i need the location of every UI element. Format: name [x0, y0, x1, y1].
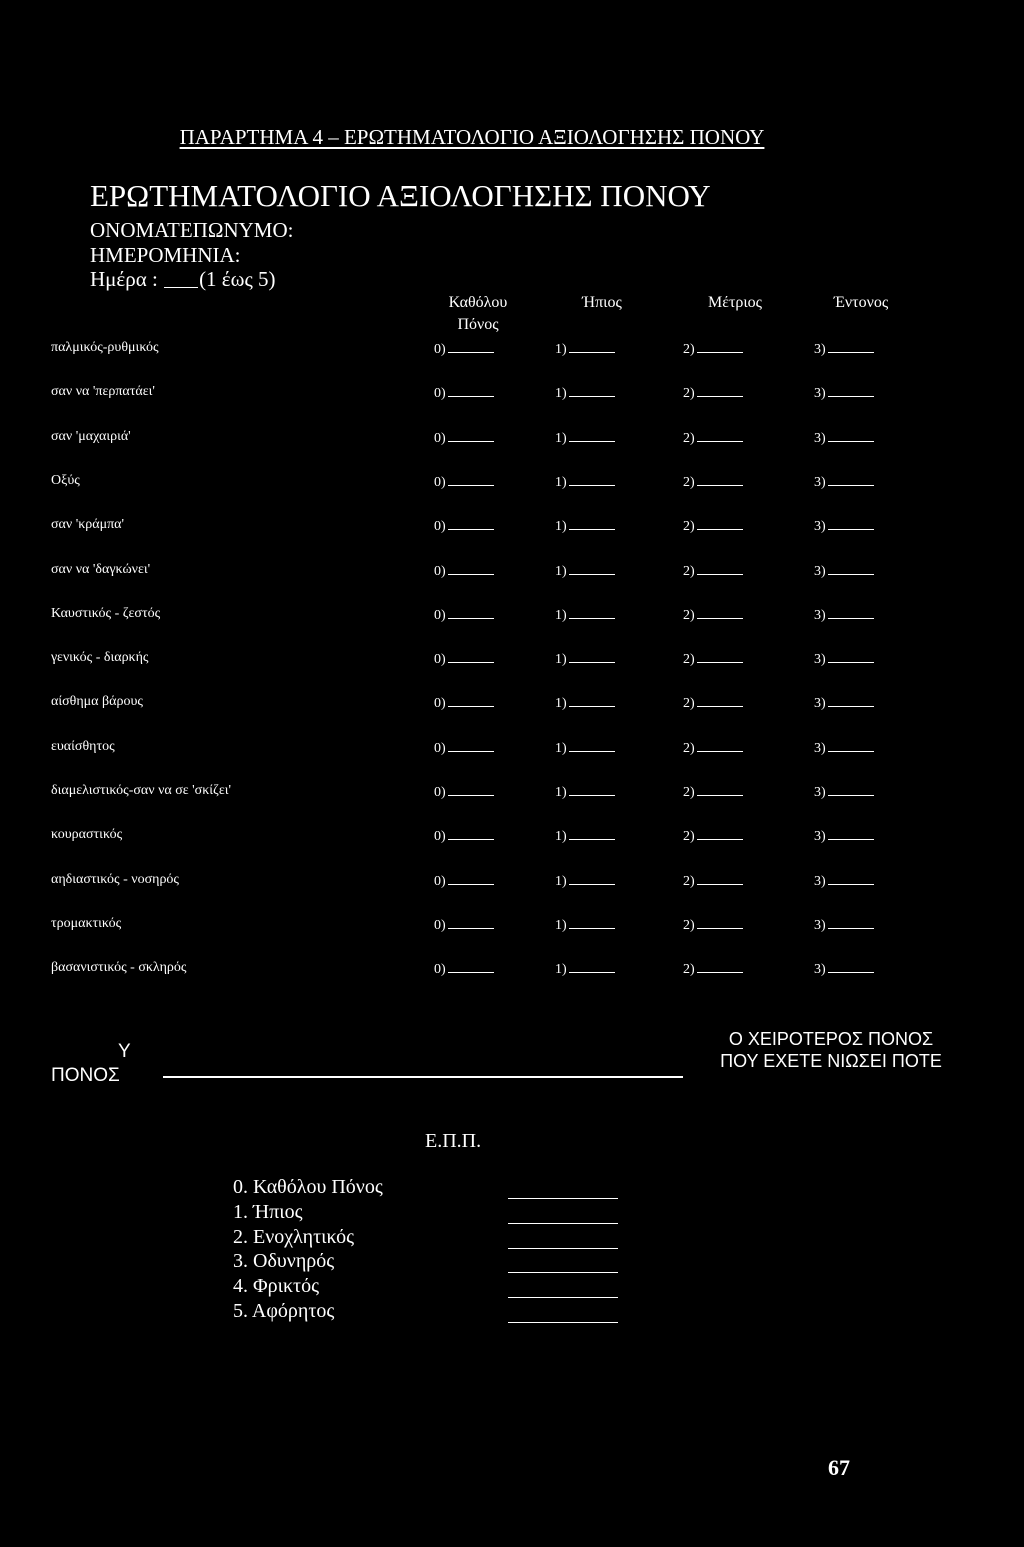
rating-blank[interactable]: [697, 960, 743, 973]
vas-left-bottom: ΠΟΝΟΣ: [51, 1065, 120, 1086]
rating-blank[interactable]: [828, 384, 874, 397]
rating-blank[interactable]: [697, 783, 743, 796]
column-header-moderate: Μέτριος: [708, 294, 762, 311]
rating-option-label: 1): [555, 563, 567, 579]
rating-option-label: 0): [434, 873, 446, 889]
rating-option-label: 3): [814, 430, 826, 446]
descriptor-label: σαν 'μαχαιριά': [51, 428, 131, 444]
rating-blank[interactable]: [448, 429, 494, 442]
rating-blank[interactable]: [448, 783, 494, 796]
rating-option[interactable]: [683, 340, 743, 358]
day-field: [90, 267, 276, 292]
rating-option-label: 2): [683, 474, 695, 490]
rating-option[interactable]: [683, 562, 743, 580]
rating-option[interactable]: [814, 783, 874, 801]
rating-option[interactable]: [434, 650, 494, 668]
rating-blank[interactable]: [569, 517, 615, 530]
rating-blank[interactable]: [569, 429, 615, 442]
rating-blank[interactable]: [697, 562, 743, 575]
rating-option-label: 3): [814, 652, 826, 668]
descriptor-label: τρομακτικός: [51, 915, 122, 931]
rating-option[interactable]: [555, 650, 615, 668]
rating-option[interactable]: [434, 827, 494, 845]
rating-blank[interactable]: [828, 429, 874, 442]
rating-option[interactable]: [683, 694, 743, 712]
epp-blank[interactable]: [508, 1198, 618, 1199]
epp-item: 2. Ενοχλητικός: [233, 1225, 355, 1248]
rating-option[interactable]: [683, 739, 743, 757]
rating-option-label: 0): [434, 519, 446, 535]
rating-blank[interactable]: [569, 783, 615, 796]
epp-blank[interactable]: [508, 1322, 618, 1323]
descriptor-label: σαν να 'δαγκώνει': [51, 561, 151, 577]
rating-option-label: 0): [434, 740, 446, 756]
rating-blank[interactable]: [828, 739, 874, 752]
rating-option[interactable]: [555, 384, 615, 402]
rating-blank[interactable]: [448, 562, 494, 575]
rating-option[interactable]: [555, 606, 615, 624]
rating-option[interactable]: [683, 606, 743, 624]
rating-option-label: 1): [555, 873, 567, 889]
rating-option[interactable]: [555, 473, 615, 491]
rating-option-label: 2): [683, 386, 695, 402]
rating-option-label: 2): [683, 607, 695, 623]
rating-blank[interactable]: [697, 827, 743, 840]
epp-blank[interactable]: [508, 1248, 618, 1249]
rating-option[interactable]: [814, 384, 874, 402]
rating-option[interactable]: [434, 340, 494, 358]
rating-option-label: 1): [555, 519, 567, 535]
rating-option-label: 2): [683, 696, 695, 712]
rating-option-label: 1): [555, 607, 567, 623]
descriptor-label: γενικός - διαρκής: [51, 650, 149, 666]
rating-option-label: 0): [434, 785, 446, 800]
rating-option-label: 0): [434, 474, 446, 490]
rating-option[interactable]: [555, 827, 615, 845]
rating-option-label: 3): [814, 873, 826, 889]
rating-blank[interactable]: [828, 606, 874, 619]
rating-option-label: 2): [683, 740, 695, 756]
rating-option[interactable]: [814, 606, 874, 624]
descriptor-label: Οξύς: [51, 472, 80, 488]
rating-option[interactable]: [434, 916, 494, 934]
rating-option-label: 3): [814, 386, 826, 402]
epp-blank[interactable]: [508, 1272, 618, 1273]
rating-blank[interactable]: [828, 827, 874, 840]
rating-blank[interactable]: [828, 694, 874, 707]
rating-blank[interactable]: [569, 340, 615, 353]
rating-option-label: 2): [683, 785, 695, 800]
rating-blank[interactable]: [448, 517, 494, 530]
rating-blank[interactable]: [828, 517, 874, 530]
rating-blank[interactable]: [569, 739, 615, 752]
epp-item: 0. Καθόλου Πόνος: [233, 1176, 383, 1198]
rating-option-label: 2): [683, 962, 695, 978]
rating-option-label: 0): [434, 342, 446, 357]
rating-option[interactable]: [434, 783, 494, 801]
rating-blank[interactable]: [697, 916, 743, 929]
rating-blank[interactable]: [697, 384, 743, 397]
rating-option-label: 0): [434, 917, 446, 933]
rating-blank[interactable]: [448, 340, 494, 353]
rating-option[interactable]: [434, 960, 494, 978]
rating-blank[interactable]: [569, 650, 615, 663]
rating-blank[interactable]: [828, 650, 874, 663]
rating-option-label: 3): [814, 696, 826, 712]
rating-option-label: 2): [683, 430, 695, 446]
rating-option[interactable]: [434, 739, 494, 757]
epp-item: 4. Φρικτός: [233, 1275, 320, 1298]
descriptor-label: παλμικός-ρυθμικός: [51, 340, 159, 355]
rating-option-label: 0): [434, 563, 446, 579]
rating-option[interactable]: [434, 473, 494, 491]
day-range: (1 έως 5): [199, 267, 276, 291]
rating-option[interactable]: [814, 473, 874, 491]
epp-item: 3. Οδυνηρός: [233, 1250, 335, 1273]
rating-blank[interactable]: [569, 916, 615, 929]
rating-option[interactable]: [814, 827, 874, 845]
rating-blank[interactable]: [569, 562, 615, 575]
rating-option[interactable]: [434, 429, 494, 447]
rating-blank[interactable]: [569, 960, 615, 973]
rating-blank[interactable]: [828, 960, 874, 973]
rating-option[interactable]: [683, 783, 743, 801]
rating-option-label: 0): [434, 652, 446, 668]
rating-option-label: 3): [814, 917, 826, 933]
rating-blank[interactable]: [697, 429, 743, 442]
rating-option[interactable]: [434, 517, 494, 535]
rating-blank[interactable]: [569, 694, 615, 707]
rating-option[interactable]: [814, 916, 874, 934]
rating-blank[interactable]: [828, 473, 874, 486]
rating-option-label: 3): [814, 829, 826, 845]
rating-blank[interactable]: [697, 650, 743, 663]
rating-option[interactable]: [555, 562, 615, 580]
rating-option[interactable]: [814, 694, 874, 712]
rating-option-label: 1): [555, 696, 567, 712]
rating-option-label: 3): [814, 474, 826, 490]
rating-blank[interactable]: [448, 473, 494, 486]
rating-blank[interactable]: [448, 872, 494, 885]
rating-option-label: 3): [814, 519, 826, 535]
rating-option-label: 2): [683, 563, 695, 579]
descriptor-label: διαμελιστικός-σαν να σε 'σκίζει': [51, 783, 232, 798]
rating-option[interactable]: [555, 960, 615, 978]
rating-blank[interactable]: [448, 739, 494, 752]
rating-option-label: 0): [434, 962, 446, 978]
rating-option[interactable]: [814, 562, 874, 580]
rating-blank[interactable]: [448, 694, 494, 707]
form-title: ΕΡΩΤΗΜΑΤΟΛΟΓΙΟ ΑΞΙΟΛΟΓΗΣΗΣ ΠΟΝΟΥ: [90, 178, 711, 213]
column-header-severe: Έντονος: [833, 294, 889, 311]
rating-blank[interactable]: [569, 827, 615, 840]
descriptor-label: Καυστικός - ζεστός: [51, 605, 161, 621]
rating-option[interactable]: [683, 429, 743, 447]
rating-blank[interactable]: [828, 916, 874, 929]
rating-option[interactable]: [814, 872, 874, 890]
rating-option-label: 0): [434, 829, 446, 845]
rating-blank[interactable]: [448, 916, 494, 929]
rating-option-label: 0): [434, 430, 446, 446]
rating-option-label: 0): [434, 386, 446, 402]
epp-item: 5. Αφόρητος: [233, 1300, 335, 1322]
rating-blank[interactable]: [569, 384, 615, 397]
rating-option[interactable]: [434, 606, 494, 624]
vas-right-label: Ο ΧΕΙΡΟΤΕΡΟΣ ΠΟΝΟΣ ΠΟΥ ΕΧΕΤΕ ΝΙΩΣΕΙ ΠΟΤΕ: [720, 1029, 942, 1071]
rating-option-label: 2): [683, 519, 695, 535]
rating-option-label: 1): [555, 917, 567, 933]
rating-option[interactable]: [814, 429, 874, 447]
rating-option[interactable]: [555, 916, 615, 934]
rating-option-label: 1): [555, 430, 567, 446]
rating-option[interactable]: [814, 739, 874, 757]
rating-blank[interactable]: [569, 606, 615, 619]
rating-option-label: 0): [434, 607, 446, 623]
rating-blank[interactable]: [828, 562, 874, 575]
rating-option[interactable]: [555, 694, 615, 712]
descriptor-label: αίσθημα βάρους: [51, 694, 143, 710]
rating-blank[interactable]: [448, 650, 494, 663]
rating-option[interactable]: [555, 429, 615, 447]
rating-option[interactable]: [434, 872, 494, 890]
rating-option[interactable]: [555, 783, 615, 801]
rating-blank[interactable]: [569, 473, 615, 486]
rating-option[interactable]: [683, 473, 743, 491]
rating-option[interactable]: [814, 960, 874, 978]
rating-option-label: 0): [434, 696, 446, 712]
rating-blank[interactable]: [697, 473, 743, 486]
rating-option-label: 2): [683, 917, 695, 933]
rating-option[interactable]: [555, 340, 615, 358]
rating-option[interactable]: [683, 872, 743, 890]
page-number: 67: [828, 1455, 850, 1480]
rating-option-label: 3): [814, 740, 826, 756]
rating-option[interactable]: [814, 517, 874, 535]
descriptor-label: βασανιστικός - σκληρός: [51, 960, 187, 976]
rating-blank[interactable]: [448, 606, 494, 619]
rating-option-label: 2): [683, 652, 695, 668]
name-label: ΟΝΟΜΑΤΕΠΩΝΥΜΟ:: [90, 218, 294, 242]
appendix-title: ΠΑΡΑΡΤΗΜΑ 4 – ΕΡΩΤΗΜΑΤΟΛΟΓΙΟ ΑΞΙΟΛΟΓΗΣΗΣ ΠΟΝΟΥ: [179, 125, 765, 149]
rating-blank[interactable]: [697, 606, 743, 619]
rating-option-label: 3): [814, 962, 826, 978]
rating-option[interactable]: [434, 562, 494, 580]
date-label: ΗΜΕΡΟΜΗΝΙΑ:: [90, 243, 241, 267]
rating-option-label: 2): [683, 829, 695, 845]
epp-item: 1. Ήπιος: [233, 1200, 303, 1223]
rating-option-label: 3): [814, 785, 826, 800]
rating-option-label: 3): [814, 563, 826, 579]
descriptor-label: αηδιαστικός - νοσηρός: [51, 871, 179, 887]
rating-blank[interactable]: [697, 872, 743, 885]
rating-blank[interactable]: [697, 739, 743, 752]
rating-option[interactable]: [683, 650, 743, 668]
rating-option-label: 3): [814, 342, 826, 357]
rating-option[interactable]: [555, 739, 615, 757]
rating-option-label: 1): [555, 740, 567, 756]
rating-option[interactable]: [814, 340, 874, 358]
rating-option[interactable]: [434, 384, 494, 402]
rating-blank[interactable]: [828, 340, 874, 353]
column-header-none: Καθόλου Πόνος: [448, 294, 508, 333]
rating-blank[interactable]: [828, 783, 874, 796]
rating-option-label: 3): [814, 607, 826, 623]
vas-scale-line[interactable]: [163, 1076, 683, 1078]
epp-blank[interactable]: [508, 1297, 618, 1298]
rating-option[interactable]: [555, 872, 615, 890]
day-label: Ημέρα :: [90, 267, 158, 291]
epp-blank[interactable]: [508, 1223, 618, 1224]
rating-option[interactable]: [814, 650, 874, 668]
descriptor-label: σαν να 'περπατάει': [51, 384, 155, 400]
rating-blank[interactable]: [697, 340, 743, 353]
rating-option-label: 1): [555, 342, 567, 357]
epp-title: Ε.Π.Π.: [425, 1130, 482, 1152]
rating-blank[interactable]: [448, 384, 494, 397]
descriptor-label: σαν 'κράμπα': [51, 517, 125, 533]
rating-option[interactable]: [683, 384, 743, 402]
rating-blank[interactable]: [448, 960, 494, 973]
descriptor-label: ευαίσθητος: [51, 738, 115, 754]
day-blank[interactable]: [164, 273, 198, 288]
descriptor-label: κουραστικός: [51, 827, 123, 843]
rating-option-label: 1): [555, 652, 567, 668]
rating-blank[interactable]: [448, 827, 494, 840]
rating-option-label: 1): [555, 785, 567, 800]
rating-option[interactable]: [683, 517, 743, 535]
rating-blank[interactable]: [697, 694, 743, 707]
rating-blank[interactable]: [828, 872, 874, 885]
rating-option[interactable]: [683, 827, 743, 845]
rating-blank[interactable]: [569, 872, 615, 885]
rating-option-label: 1): [555, 829, 567, 845]
rating-option-label: 1): [555, 962, 567, 978]
vas-left-top: Υ: [118, 1041, 131, 1062]
rating-option-label: 2): [683, 873, 695, 889]
rating-blank[interactable]: [697, 517, 743, 530]
rating-option[interactable]: [434, 694, 494, 712]
rating-option-label: 1): [555, 386, 567, 402]
rating-option[interactable]: [683, 916, 743, 934]
rating-option[interactable]: [683, 960, 743, 978]
rating-option-label: 2): [683, 342, 695, 357]
column-header-mild: Ήπιος: [582, 294, 622, 311]
rating-option[interactable]: [555, 517, 615, 535]
rating-option-label: 1): [555, 474, 567, 490]
